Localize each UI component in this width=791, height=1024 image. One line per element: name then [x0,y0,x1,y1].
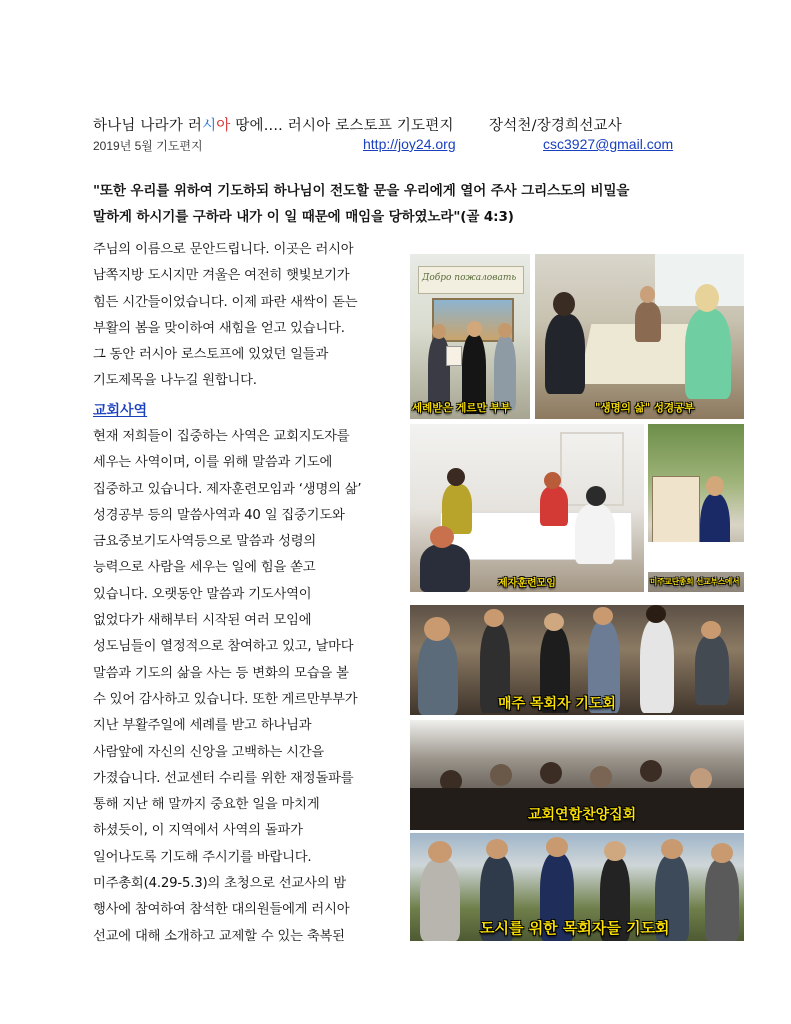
ministry-line: 일어나도록 기도해 주시기를 바랍니다. [93,849,312,865]
ministry-line: 있습니다. 오랫동안 말씀과 기도사역이 [93,586,312,602]
intro-line: 힘든 시간들이었습니다. 이제 파란 새싹이 돋는 [93,294,358,310]
person-head [640,286,655,303]
certificate [446,346,462,366]
person-head [432,324,446,339]
booth-table [648,542,744,572]
ministry-line: 가졌습니다. 선교센터 수리를 위한 재정돌파를 [93,770,354,786]
header-subline [93,136,693,154]
ministry-line: 통해 지난 해 말까지 중요한 일을 마치게 [93,797,320,813]
person-head [484,609,504,627]
person-head [690,768,712,790]
ministry-line: 능력으로 사람을 세우는 일에 힘을 쏟고 [93,560,316,576]
person-head [593,607,613,625]
ministry-line: 선교에 대해 소개하고 교제할 수 있는 축복된 [93,928,345,944]
person-head [646,605,666,623]
ministry-line: 수 있어 감사하고 있습니다. 또한 게르만부부가 [93,691,358,707]
person-man [494,336,516,410]
person-head [544,613,564,631]
ministry-line: 미주총회(4.29-5.3)의 초청으로 선교사의 밤 [93,876,347,892]
intro-paragraph [93,237,398,395]
intro-line: 주님의 이름으로 문안드립니다. 이곳은 러시아 [93,242,354,257]
person-head [546,837,568,857]
person [420,544,470,592]
ministry-line: 집중하고 있습니다. 제자훈련모임과 ‘생명의 삶’ [93,481,362,497]
ministry-line: 세우는 사역이며, 이를 위해 말씀과 기도에 [93,455,333,471]
ministry-line: 금요중보기도사역등으로 말씀과 성령의 [93,534,317,550]
person-head [661,839,683,859]
photo-caption: 도시를 위한 목회자들 기도회 [480,919,670,937]
person-head [711,843,733,863]
photo-mission-booth [648,424,744,592]
ministry-line: 사람앞에 자신의 신앙을 고백하는 시간을 [93,744,325,760]
person [420,859,460,941]
person [705,859,739,941]
person-head [586,486,606,506]
person-head [486,839,508,859]
person [635,302,661,342]
display-board [652,476,700,544]
person [418,635,458,715]
photo-city-prayer [410,833,744,941]
ministry-line: 현재 저희들이 집중하는 사역은 교회지도자를 [93,429,350,444]
person-head [498,323,512,338]
section-heading-church-ministry: 교회사역 [93,403,148,419]
banner-text: Добро пожаловать [422,273,517,283]
photo-caption: "생명의 삶" 성경공부 [595,402,695,414]
title-highlight-a: 아 [216,118,231,134]
person-head [706,476,724,496]
photo-bible-study [535,254,744,419]
ministry-line: 말씀과 기도의 삶을 사는 등 변화의 모습을 볼 [93,665,349,681]
person-head [428,841,452,863]
title-suffix: 땅에.... 러시아 로스토프 기도편지 [230,118,454,134]
letter-date: 2019년 5월 기도편지 [93,139,203,153]
person-head [540,762,562,784]
intro-line: 기도제목을 나누길 원합니다. [93,373,257,389]
person-head [430,526,454,548]
verse-line: "또한 우리를 위하여 기도하되 하나님이 전도할 문을 우리에게 열어 주사 그리스도의 비밀을 [93,183,630,199]
ministry-line: 하셨듯이, 이 지역에서 사역의 돌파가 [93,823,303,839]
person-head [695,284,719,312]
verse-line: 말하게 하시기를 구하라 내가 이 일 때문에 매임을 당하였노라"(골 4:3) [93,209,514,225]
title-highlight-si: 시 [202,118,217,134]
photo-discipleship [410,424,644,592]
photo-pastors-prayer [410,605,744,715]
photo-caption: 미주교단총회 선교부스에서 [650,577,740,586]
person-head [640,760,662,782]
person [685,309,731,399]
person-head [490,764,512,786]
ministry-line: 성도님들이 열정적으로 참여하고 있고, 날마다 [93,639,354,655]
photo-caption: 교회연합찬양집회 [528,807,637,823]
person [695,635,729,705]
person-head [590,766,612,788]
person [640,619,674,713]
intro-line: 그 동안 러시아 로스토프에 있었던 일들과 [93,347,329,363]
photo-caption: 매주 목회자 기도회 [498,696,616,712]
ministry-paragraph [93,424,398,950]
author-names: 장석천/장경희선교사 [489,118,622,134]
person-head [447,468,465,486]
email-link[interactable]: csc3927@gmail.com [543,136,674,152]
person-head [701,621,721,639]
photo-baptism [410,254,530,419]
ministry-line: 행사에 참여하여 참석한 대의원들에게 러시아 [93,902,350,918]
ministry-line: 없었다가 새해부터 시작된 여러 모임에 [93,613,312,629]
person-head [544,472,561,489]
person-head [604,841,626,861]
letter-title [93,114,693,135]
intro-line: 남쪽지방 도시지만 겨울은 여전히 햇빛보기가 [93,268,350,284]
person-head [467,321,482,337]
photo-caption: 제자훈련모임 [498,578,556,589]
ministry-line: 지난 부활주일에 세례를 받고 하나님과 [93,718,312,734]
person-head [553,292,575,316]
photo-caption: 세례받은 게르만 부부 [412,402,511,414]
scripture-verse [93,178,713,230]
person [545,314,585,394]
person-head [424,617,450,641]
person [540,486,568,526]
banner [418,266,524,294]
person [575,504,615,564]
photo-worship-rally [410,720,744,830]
ministry-line: 성경공부 등의 말씀사역과 40 일 집중기도와 [93,507,345,523]
title-prefix: 하나님 나라가 러 [93,118,203,134]
intro-line: 부활의 봄을 맞이하여 새힘을 얻고 있습니다. [93,320,345,336]
website-link[interactable]: http://joy24.org [363,136,456,152]
